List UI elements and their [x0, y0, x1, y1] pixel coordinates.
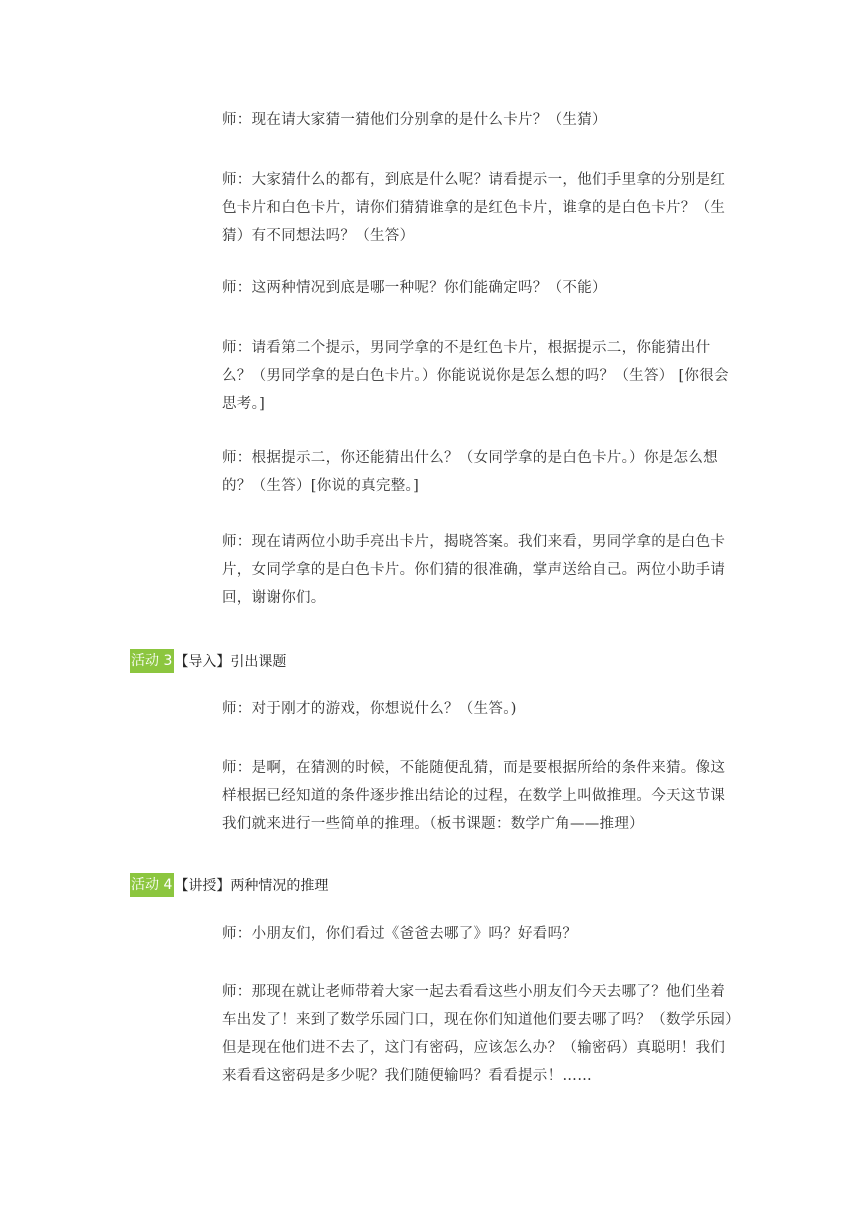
activity-4-heading — [130, 873, 328, 897]
paragraph: 师：现在请大家猜一猜他们分别拿的是什么卡片？（生猜） — [222, 112, 607, 128]
paragraph: 师：请看第二个提示，男同学拿的不是红色卡片，根据提示二，你能猜出什么？（男同学拿的是白色卡片。）你能说说你是怎么想的吗？（生答） [你很会思考。] — [222, 340, 729, 412]
paragraph: 师：根据提示二，你还能猜出什么？（女同学拿的是白色卡片。）你是怎么想的？（生答）[你说的真完整。] — [222, 450, 718, 494]
activity-badge: 活动 3 — [130, 649, 174, 673]
paragraph: 师：大家猜什么的都有，到底是什么呢？请看提示一，他们手里拿的分别是红色卡片和白色卡片，请你们猜猜谁拿的是红色卡片，谁拿的是白色卡片？（生猜）有不同想法吗？（生答） — [222, 172, 726, 244]
paragraph: 师：小朋友们，你们看过《爸爸去哪了》吗？好看吗？ — [222, 926, 578, 942]
activity-title: 【导入】引出课题 — [174, 654, 287, 670]
paragraph: 师：对于刚才的游戏，你想说什么？（生答。) — [222, 701, 517, 717]
paragraph: 师：现在请两位小助手亮出卡片，揭晓答案。我们来看，男同学拿的是白色卡片，女同学拿的是白色卡片。你们猜的很准确，掌声送给自己。两位小助手请回，谢谢你们。 — [222, 534, 726, 606]
activity-title: 【讲授】两种情况的推理 — [174, 878, 329, 894]
activity-3-heading — [130, 649, 286, 673]
activity-badge: 活动 4 — [130, 873, 174, 897]
paragraph: 师：那现在就让老师带着大家一起去看看这些小朋友们今天去哪了？他们坐着车出发了！来到了数学乐园门口，现在你们知道他们要去哪了吗？（数学乐园）但是现在他们进不去了，这门有密码，应该怎么办？（输密码）真聪明！我们来看看这密码是多少呢？我们随便输吗？看看提示！…… — [222, 984, 733, 1084]
paragraph: 师：是啊，在猜测的时候，不能随便乱猜，而是要根据所给的条件来猜。像这样根据已经知道的条件逐步推出结论的过程，在数学上叫做推理。今天这节课我们就来进行一些简单的推理。（板书课题：数学广角——推理） — [222, 760, 726, 832]
paragraph: 师：这两种情况到底是哪一种呢？你们能确定吗？（不能） — [222, 280, 607, 296]
